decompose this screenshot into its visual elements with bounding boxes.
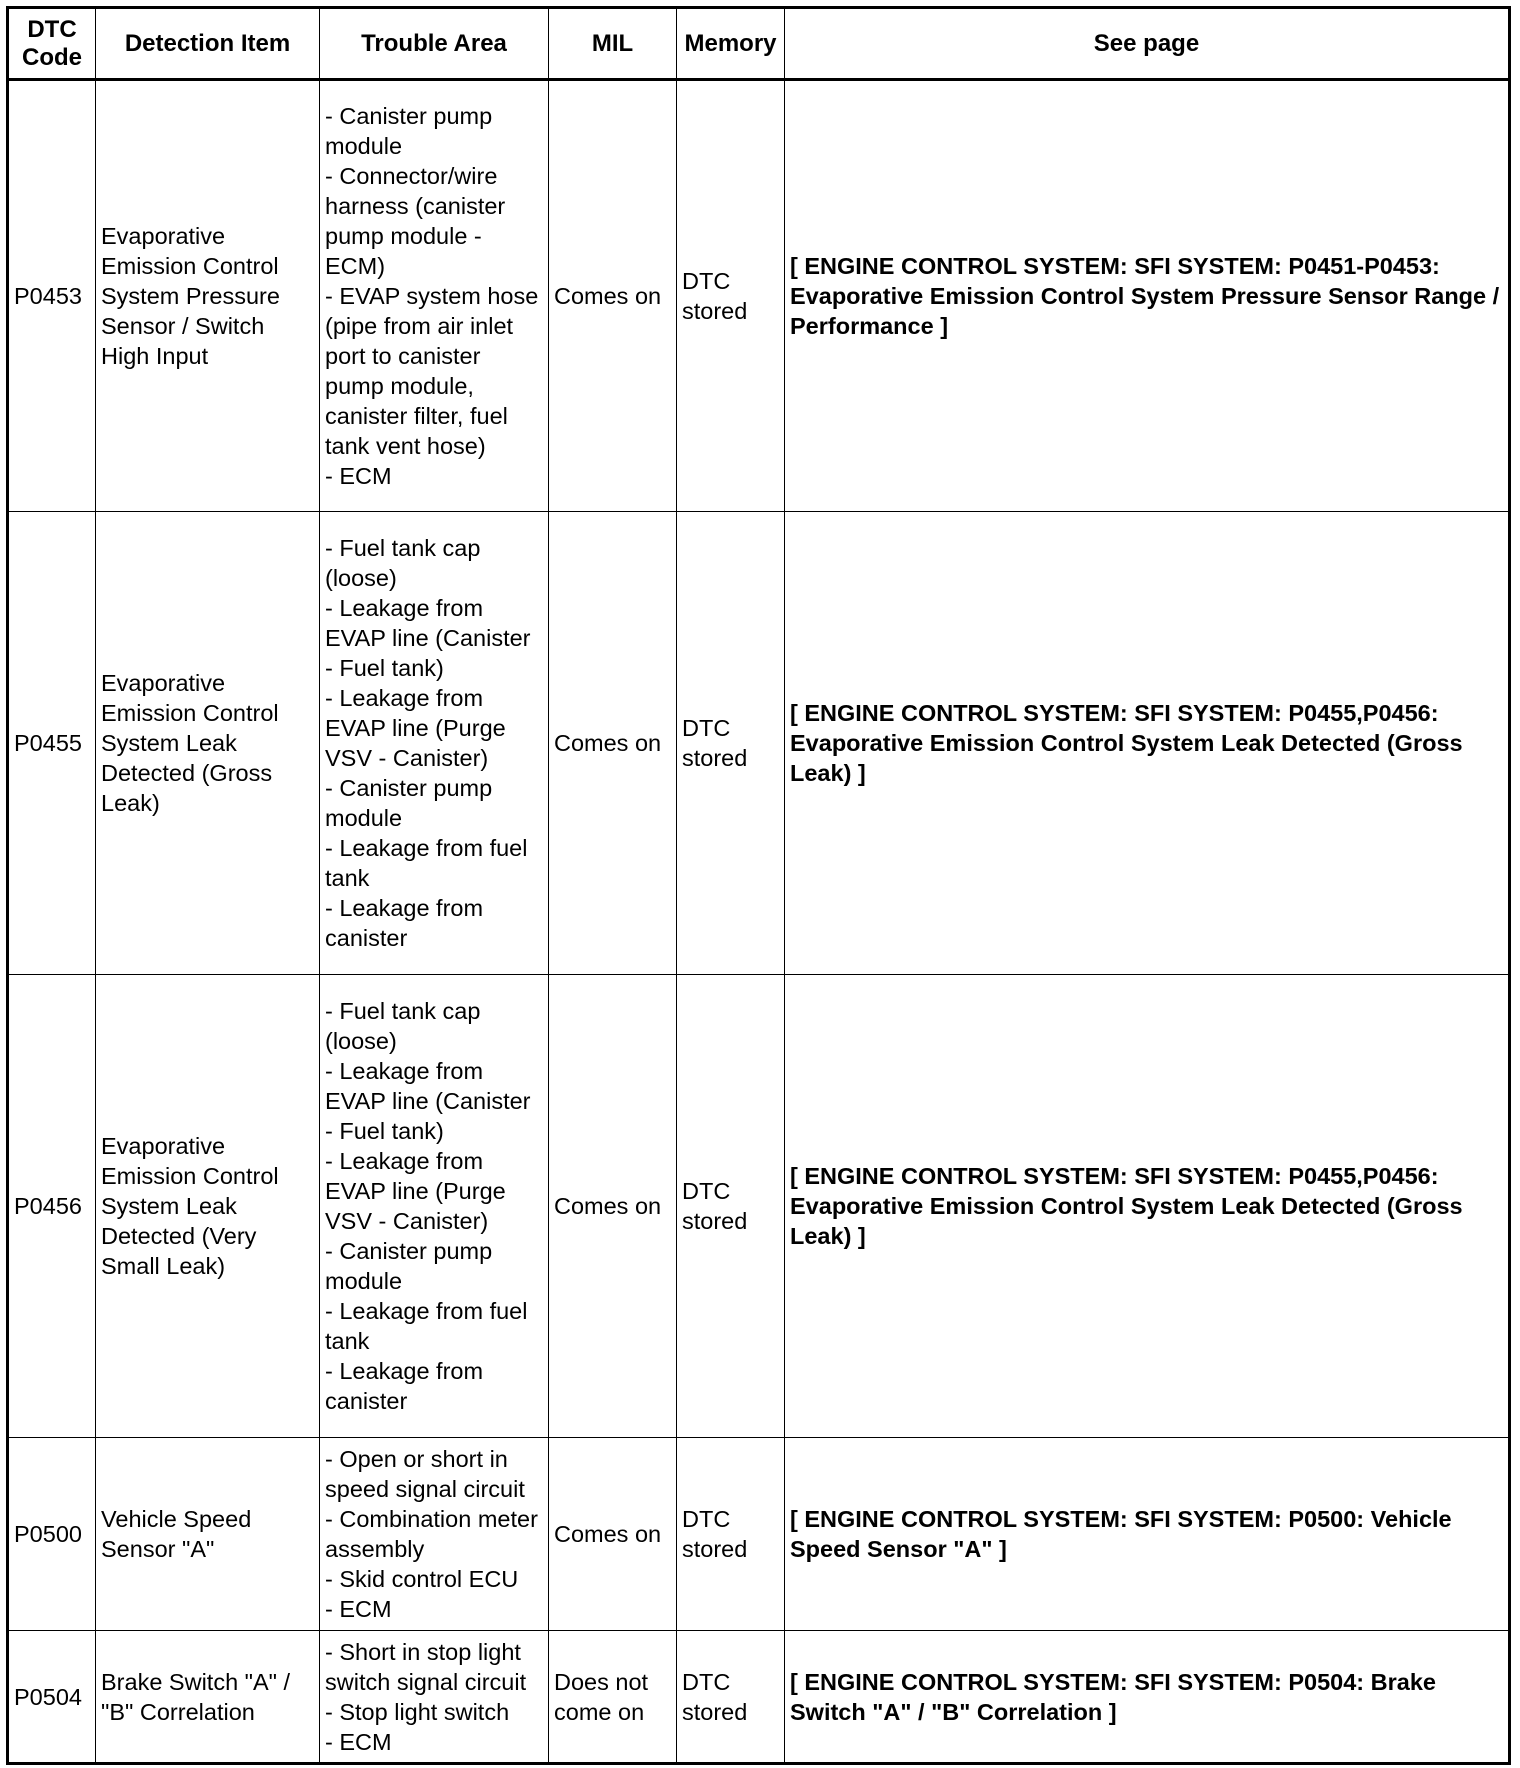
trouble-area-line: - Leakage from canister (325, 895, 484, 951)
dtc-code-cell: P0456 (8, 975, 96, 1438)
see-page-cell: [ ENGINE CONTROL SYSTEM: SFI SYSTEM: P0451-P0453: Evaporative Emission Control System Pressure Sensor Range / Performance ] (785, 80, 1510, 512)
trouble-area-cell (320, 1438, 549, 1631)
see-page-cell: [ ENGINE CONTROL SYSTEM: SFI SYSTEM: P0500: Vehicle Speed Sensor "A" ] (785, 1438, 1510, 1631)
table-header (8, 8, 1510, 80)
trouble-area-list (325, 101, 543, 491)
dtc-code-cell: P0453 (8, 80, 96, 512)
trouble-area-line: - Leakage from fuel tank (325, 1298, 528, 1354)
trouble-area-line: - Combination meter assembly (325, 1506, 538, 1562)
trouble-area-line: - Leakage from canister (325, 1358, 484, 1414)
trouble-area-line: - Fuel tank cap (loose) (325, 998, 481, 1054)
see-page-cell: [ ENGINE CONTROL SYSTEM: SFI SYSTEM: P0455,P0456: Evaporative Emission Control System Leak Detected (Gross Leak) ] (785, 512, 1510, 975)
mil-cell: Comes on (549, 1438, 677, 1631)
detection-item-cell: Evaporative Emission Control System Pressure Sensor / Switch High Input (96, 80, 320, 512)
trouble-area-line: - Leakage from EVAP line (Canister - Fuel tank) (325, 1058, 531, 1144)
see-page-cell: [ ENGINE CONTROL SYSTEM: SFI SYSTEM: P0455,P0456: Evaporative Emission Control System Leak Detected (Gross Leak) ] (785, 975, 1510, 1438)
mil-cell: Comes on (549, 975, 677, 1438)
header-mil: MIL (549, 8, 677, 80)
trouble-area-line: - Canister pump module (325, 103, 493, 159)
detection-item-cell: Brake Switch "A" / "B" Correlation (96, 1631, 320, 1764)
trouble-area-line: - Leakage from EVAP line (Purge VSV - Canister) (325, 1148, 506, 1234)
table-row (8, 975, 1510, 1438)
trouble-area-line: - EVAP system hose (pipe from air inlet port to canister pump module, canister filter, fuel tank vent hose) (325, 283, 539, 459)
memory-cell: DTC stored (677, 975, 785, 1438)
trouble-area-line: - Connector/wire harness (canister pump module - ECM) (325, 163, 506, 279)
header-dtc-code: DTC Code (8, 8, 96, 80)
trouble-area-line: - Leakage from EVAP line (Canister - Fuel tank) (325, 595, 531, 681)
memory-cell: DTC stored (677, 1438, 785, 1631)
see-page-cell: [ ENGINE CONTROL SYSTEM: SFI SYSTEM: P0504: Brake Switch "A" / "B" Correlation ] (785, 1631, 1510, 1764)
trouble-area-list (325, 533, 543, 953)
memory-cell: DTC stored (677, 1631, 785, 1764)
dtc-table (6, 6, 1511, 1765)
trouble-area-cell (320, 975, 549, 1438)
mil-cell: Does not come on (549, 1631, 677, 1764)
trouble-area-cell (320, 1631, 549, 1764)
header-trouble-area: Trouble Area (320, 8, 549, 80)
header-see-page: See page (785, 8, 1510, 80)
trouble-area-line: - Open or short in speed signal circuit (325, 1446, 525, 1502)
table-row (8, 1631, 1510, 1764)
dtc-code-cell: P0500 (8, 1438, 96, 1631)
trouble-area-list (325, 996, 543, 1416)
trouble-area-cell (320, 512, 549, 975)
trouble-area-cell (320, 80, 549, 512)
table-row (8, 80, 1510, 512)
trouble-area-line: - ECM (325, 463, 392, 489)
trouble-area-line: - ECM (325, 1596, 392, 1622)
detection-item-cell: Vehicle Speed Sensor "A" (96, 1438, 320, 1631)
trouble-area-line: - Fuel tank cap (loose) (325, 535, 481, 591)
mil-cell: Comes on (549, 80, 677, 512)
trouble-area-line: - ECM (325, 1728, 392, 1755)
trouble-area-line: - Stop light switch (325, 1698, 510, 1725)
table-body (8, 80, 1510, 1764)
table-row (8, 512, 1510, 975)
trouble-area-line: - Leakage from EVAP line (Purge VSV - Canister) (325, 685, 506, 771)
trouble-area-list (325, 1637, 543, 1757)
trouble-area-list (325, 1444, 543, 1624)
dtc-code-cell: P0504 (8, 1631, 96, 1764)
header-memory: Memory (677, 8, 785, 80)
header-row (8, 8, 1510, 80)
memory-cell: DTC stored (677, 80, 785, 512)
trouble-area-line: - Canister pump module (325, 775, 493, 831)
table-row (8, 1438, 1510, 1631)
trouble-area-line: - Short in stop light switch signal circuit (325, 1638, 527, 1695)
detection-item-cell: Evaporative Emission Control System Leak Detected (Very Small Leak) (96, 975, 320, 1438)
dtc-code-cell: P0455 (8, 512, 96, 975)
detection-item-cell: Evaporative Emission Control System Leak Detected (Gross Leak) (96, 512, 320, 975)
trouble-area-line: - Leakage from fuel tank (325, 835, 528, 891)
memory-cell: DTC stored (677, 512, 785, 975)
trouble-area-line: - Skid control ECU (325, 1566, 519, 1592)
mil-cell: Comes on (549, 512, 677, 975)
trouble-area-line: - Canister pump module (325, 1238, 493, 1294)
header-detection-item: Detection Item (96, 8, 320, 80)
